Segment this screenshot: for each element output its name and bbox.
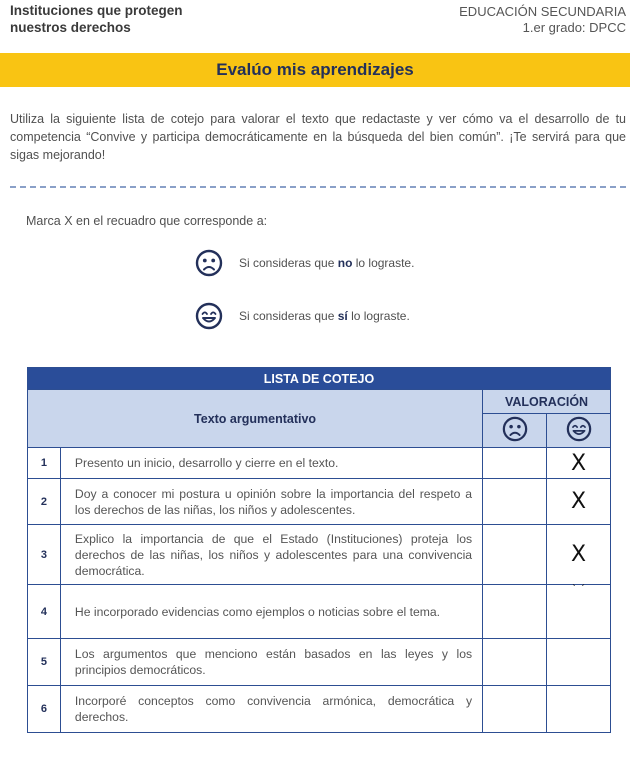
table-title: LISTA DE COTEJO (28, 368, 611, 390)
row-number: 5 (28, 639, 61, 686)
section-banner (0, 53, 630, 87)
intro-paragraph: Utiliza la siguiente lista de cotejo para valorar el texto que redactaste y ver cómo va el desarrollo de tu competencia “Convive y participa democráticamente en la búsqueda del bien común”. ¡Te servirá para que sigas mejorando! (10, 112, 626, 162)
table-row (28, 525, 611, 585)
sad-face-icon (502, 416, 528, 442)
check-si-cell[interactable] (547, 639, 611, 686)
dashed-divider (10, 186, 626, 188)
check-si-cell[interactable] (547, 686, 611, 733)
table-row (28, 479, 611, 525)
legend-si (195, 302, 410, 330)
sad-face-icon (195, 249, 223, 277)
criteria-header: Texto argumentativo (28, 390, 483, 448)
valuation-si-header (547, 414, 611, 448)
legend-si-text: Si consideras que sí lo lograste. (239, 309, 410, 323)
row-number: 6 (28, 686, 61, 733)
check-no-cell[interactable] (483, 686, 547, 733)
row-number: 3 (28, 525, 61, 585)
section-title: Evalúo mis aprendizajes (216, 60, 414, 79)
instruction-text: Marca X en el recuadro que corresponde a: (26, 214, 268, 228)
unit-title-line1: Instituciones que protegen (10, 3, 183, 18)
row-number: 2 (28, 479, 61, 525)
check-no-cell[interactable] (483, 585, 547, 639)
check-si-cell[interactable]: X (547, 448, 611, 479)
check-si-cell[interactable]: ˋ ˊ (547, 585, 611, 639)
happy-face-icon (566, 416, 592, 442)
legend-no (195, 249, 414, 277)
row-criterion: Doy a conocer mi postura u opinión sobre la importancia del respeto a los derechos de las niñas, los niños y adolescentes. (60, 479, 482, 525)
table-row (28, 639, 611, 686)
row-number: 1 (28, 448, 61, 479)
row-criterion: Los argumentos que menciono están basados en las leyes y los principios democráticos. (60, 639, 482, 686)
valuation-header: VALORACIÓN (483, 390, 611, 414)
check-no-cell[interactable] (483, 525, 547, 585)
check-si-cell[interactable]: X (547, 479, 611, 525)
row-criterion: Presento un inicio, desarrollo y cierre en el texto. (60, 448, 482, 479)
row-criterion: He incorporado evidencias como ejemplos o noticias sobre el tema. (60, 585, 482, 639)
check-no-cell[interactable] (483, 479, 547, 525)
check-no-cell[interactable] (483, 639, 547, 686)
checklist-table (27, 367, 611, 733)
row-criterion: Explico la importancia de que el Estado (Instituciones) proteja los derechos de las niñas, los niños y adolescentes para una convivencia democrática. (60, 525, 482, 585)
page-header (0, 0, 630, 44)
row-number: 4 (28, 585, 61, 639)
course-info (459, 4, 626, 36)
row-criterion: Incorporé conceptos como convivencia armónica, democrática y derechos. (60, 686, 482, 733)
legend-no-text: Si consideras que no lo lograste. (239, 256, 415, 270)
education-level: EDUCACIÓN SECUNDARIA (459, 4, 626, 19)
check-no-cell[interactable] (483, 448, 547, 479)
table-row (28, 585, 611, 639)
grade-label: 1.er grado: DPCC (522, 20, 626, 35)
table-row (28, 448, 611, 479)
valuation-no-header (483, 414, 547, 448)
table-row (28, 686, 611, 733)
check-si-cell[interactable]: X (547, 525, 611, 585)
happy-face-icon (195, 302, 223, 330)
unit-title (10, 2, 183, 36)
unit-title-line2: nuestros derechos (10, 20, 131, 35)
